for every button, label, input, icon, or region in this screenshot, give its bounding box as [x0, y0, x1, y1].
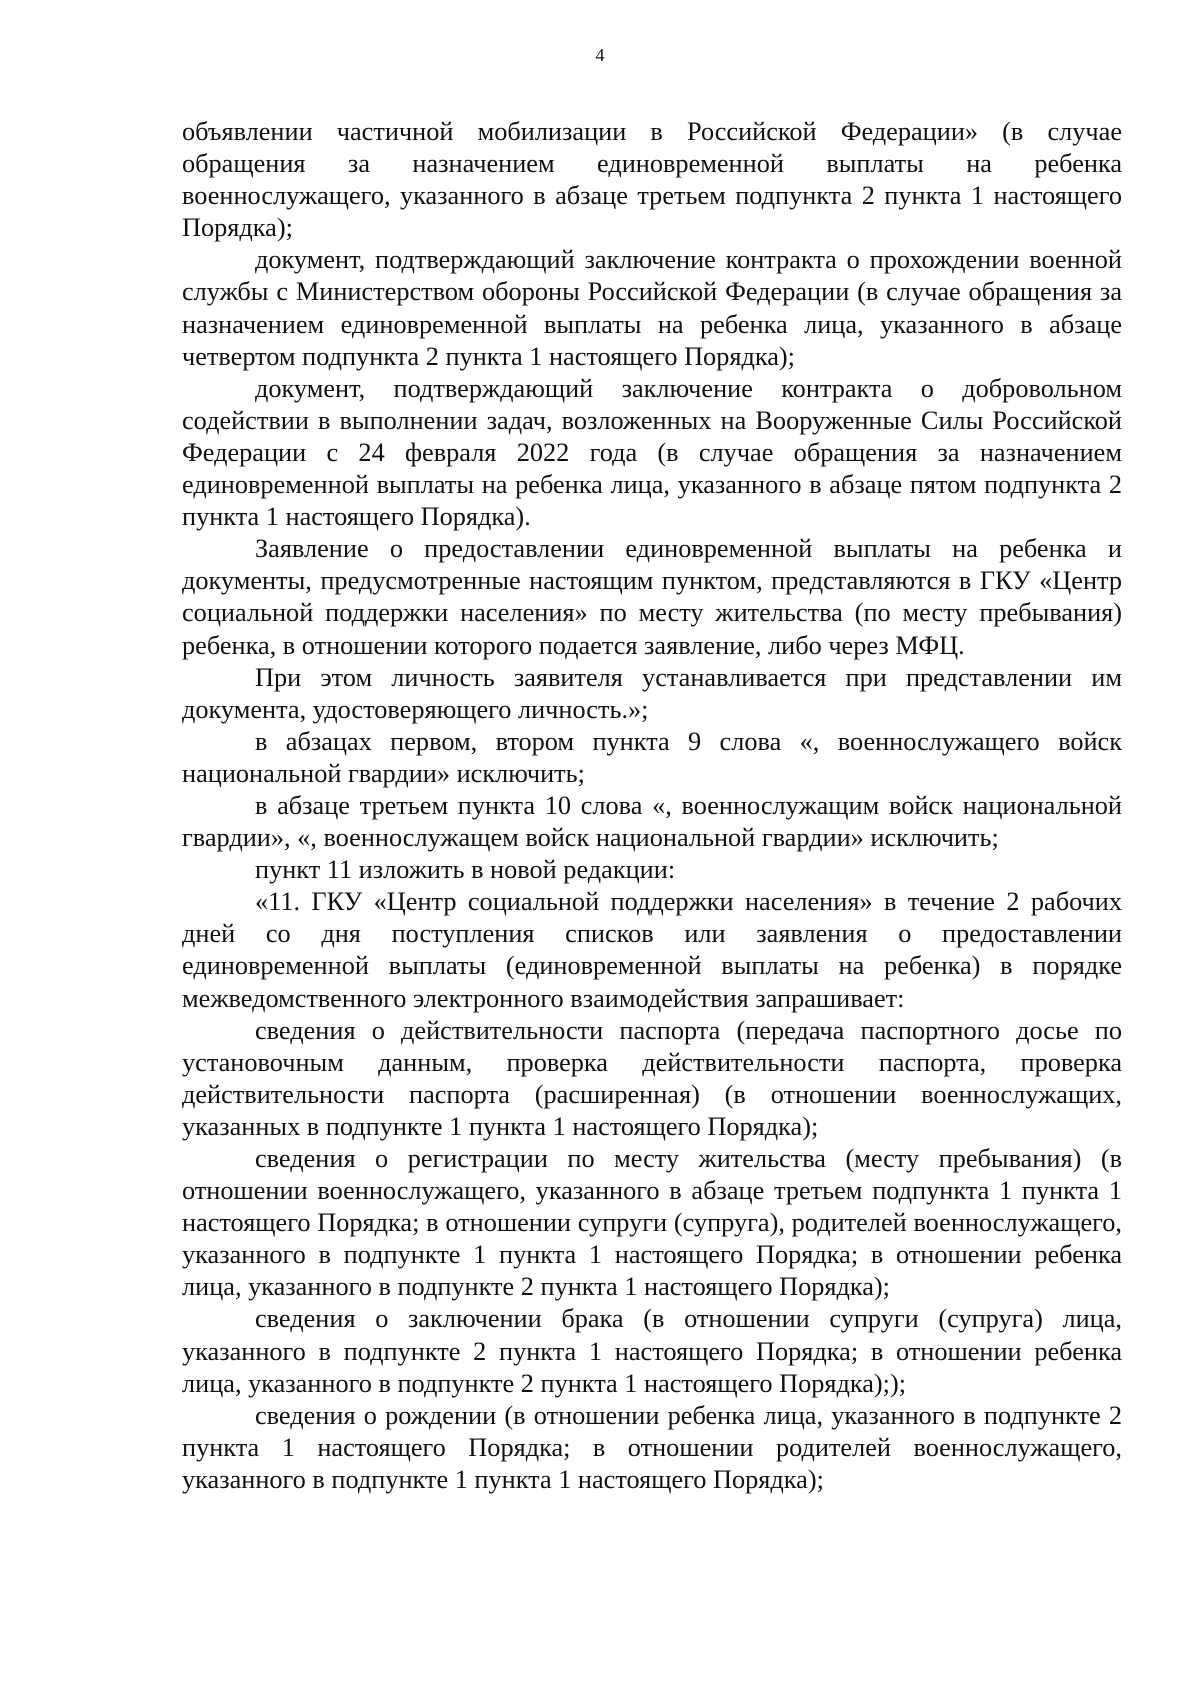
paragraph: сведения о заключении брака (в отношении супруги (супруга) лица, указанного в подпункте 2 пункта 1 настоящего Порядка; в отношении ребенка лица, указанного в подпункте 2 пункта 1 настоящего Порядка);); — [182, 1304, 1122, 1398]
document-body — [182, 116, 1122, 1496]
paragraph: в абзацах первом, втором пункта 9 слова «, военнослужащего войск национальной гвардии» исключить; — [182, 726, 1122, 788]
paragraph: сведения о рождении (в отношении ребенка лица, указанного в подпункте 2 пункта 1 настоящего Порядка; в отношении родителей военнослужащего, указанного в подпункте 1 пункта 1 настоящего Порядка); — [182, 1400, 1122, 1494]
paragraph: документ, подтверждающий заключение контракта о прохождении военной службы с Министерством обороны Российской Федерации (в случае обращения за назначением единовременной выплаты на ребенка лица, указанного в абзаце четвертом подпункта 2 пункта 1 настоящего Порядка); — [182, 245, 1122, 371]
paragraph: пункт 11 изложить в новой редакции: — [255, 855, 676, 885]
paragraph: Заявление о предоставлении единовременной выплаты на ребенка и документы, предусмотренные настоящим пунктом, представляются в ГКУ «Центр социальной поддержки населения» по месту жительства (по месту пребывания) ребенка, в отношении которого подается заявление, либо через МФЦ. — [182, 534, 1122, 660]
paragraph: документ, подтверждающий заключение контракта о добровольном содействии в выполнении задач, возложенных на Вооруженные Силы Российской Федерации с 24 февраля 2022 года (в случае обращения за назначением единовременной выплаты на ребенка лица, указанного в абзаце пятом подпункта 2 пункта 1 настоящего Порядка). — [182, 373, 1122, 532]
paragraph: При этом личность заявителя устанавливается при представлении им документа, удостоверяющего личность.»; — [182, 662, 1122, 724]
paragraph: «11. ГКУ «Центр социальной поддержки населения» в течение 2 рабочих дней со дня поступления списков или заявления о предоставлении единовременной выплаты (единовременной выплаты на ребенка) в порядке межведомственного электронного взаимодействия запрашивает: — [182, 887, 1122, 1013]
paragraph: сведения о регистрации по месту жительства (месту пребывания) (в отношении военнослужащего, указанного в абзаце третьем подпункта 1 пункта 1 настоящего Порядка; в отношении супруги (супруга), родителей военнослужащего, указанного в подпункте 1 пункта 1 настоящего Порядка; в отношении ребенка лица, указанного в подпункте 2 пункта 1 настоящего Порядка); — [182, 1144, 1122, 1302]
paragraph: сведения о действительности паспорта (передача паспортного досье по установочным данным, проверка действительности паспорта, проверка действительности паспорта (расширенная) (в отношении военнослужащих, указанных в подпункте 1 пункта 1 настоящего Порядка); — [182, 1015, 1122, 1141]
paragraph: объявлении частичной мобилизации в Российской Федерации» (в случае обращения за назначением единовременной выплаты на ребенка военнослужащего, указанного в абзаце третьем подпункта 2 пункта 1 настоящего Порядка); — [182, 117, 1122, 243]
page-number: 4 — [595, 45, 605, 65]
paragraph: в абзаце третьем пункта 10 слова «, военнослужащим войск национальной гвардии», «, военнослужащем войск национальной гвардии» исключить; — [182, 790, 1122, 853]
